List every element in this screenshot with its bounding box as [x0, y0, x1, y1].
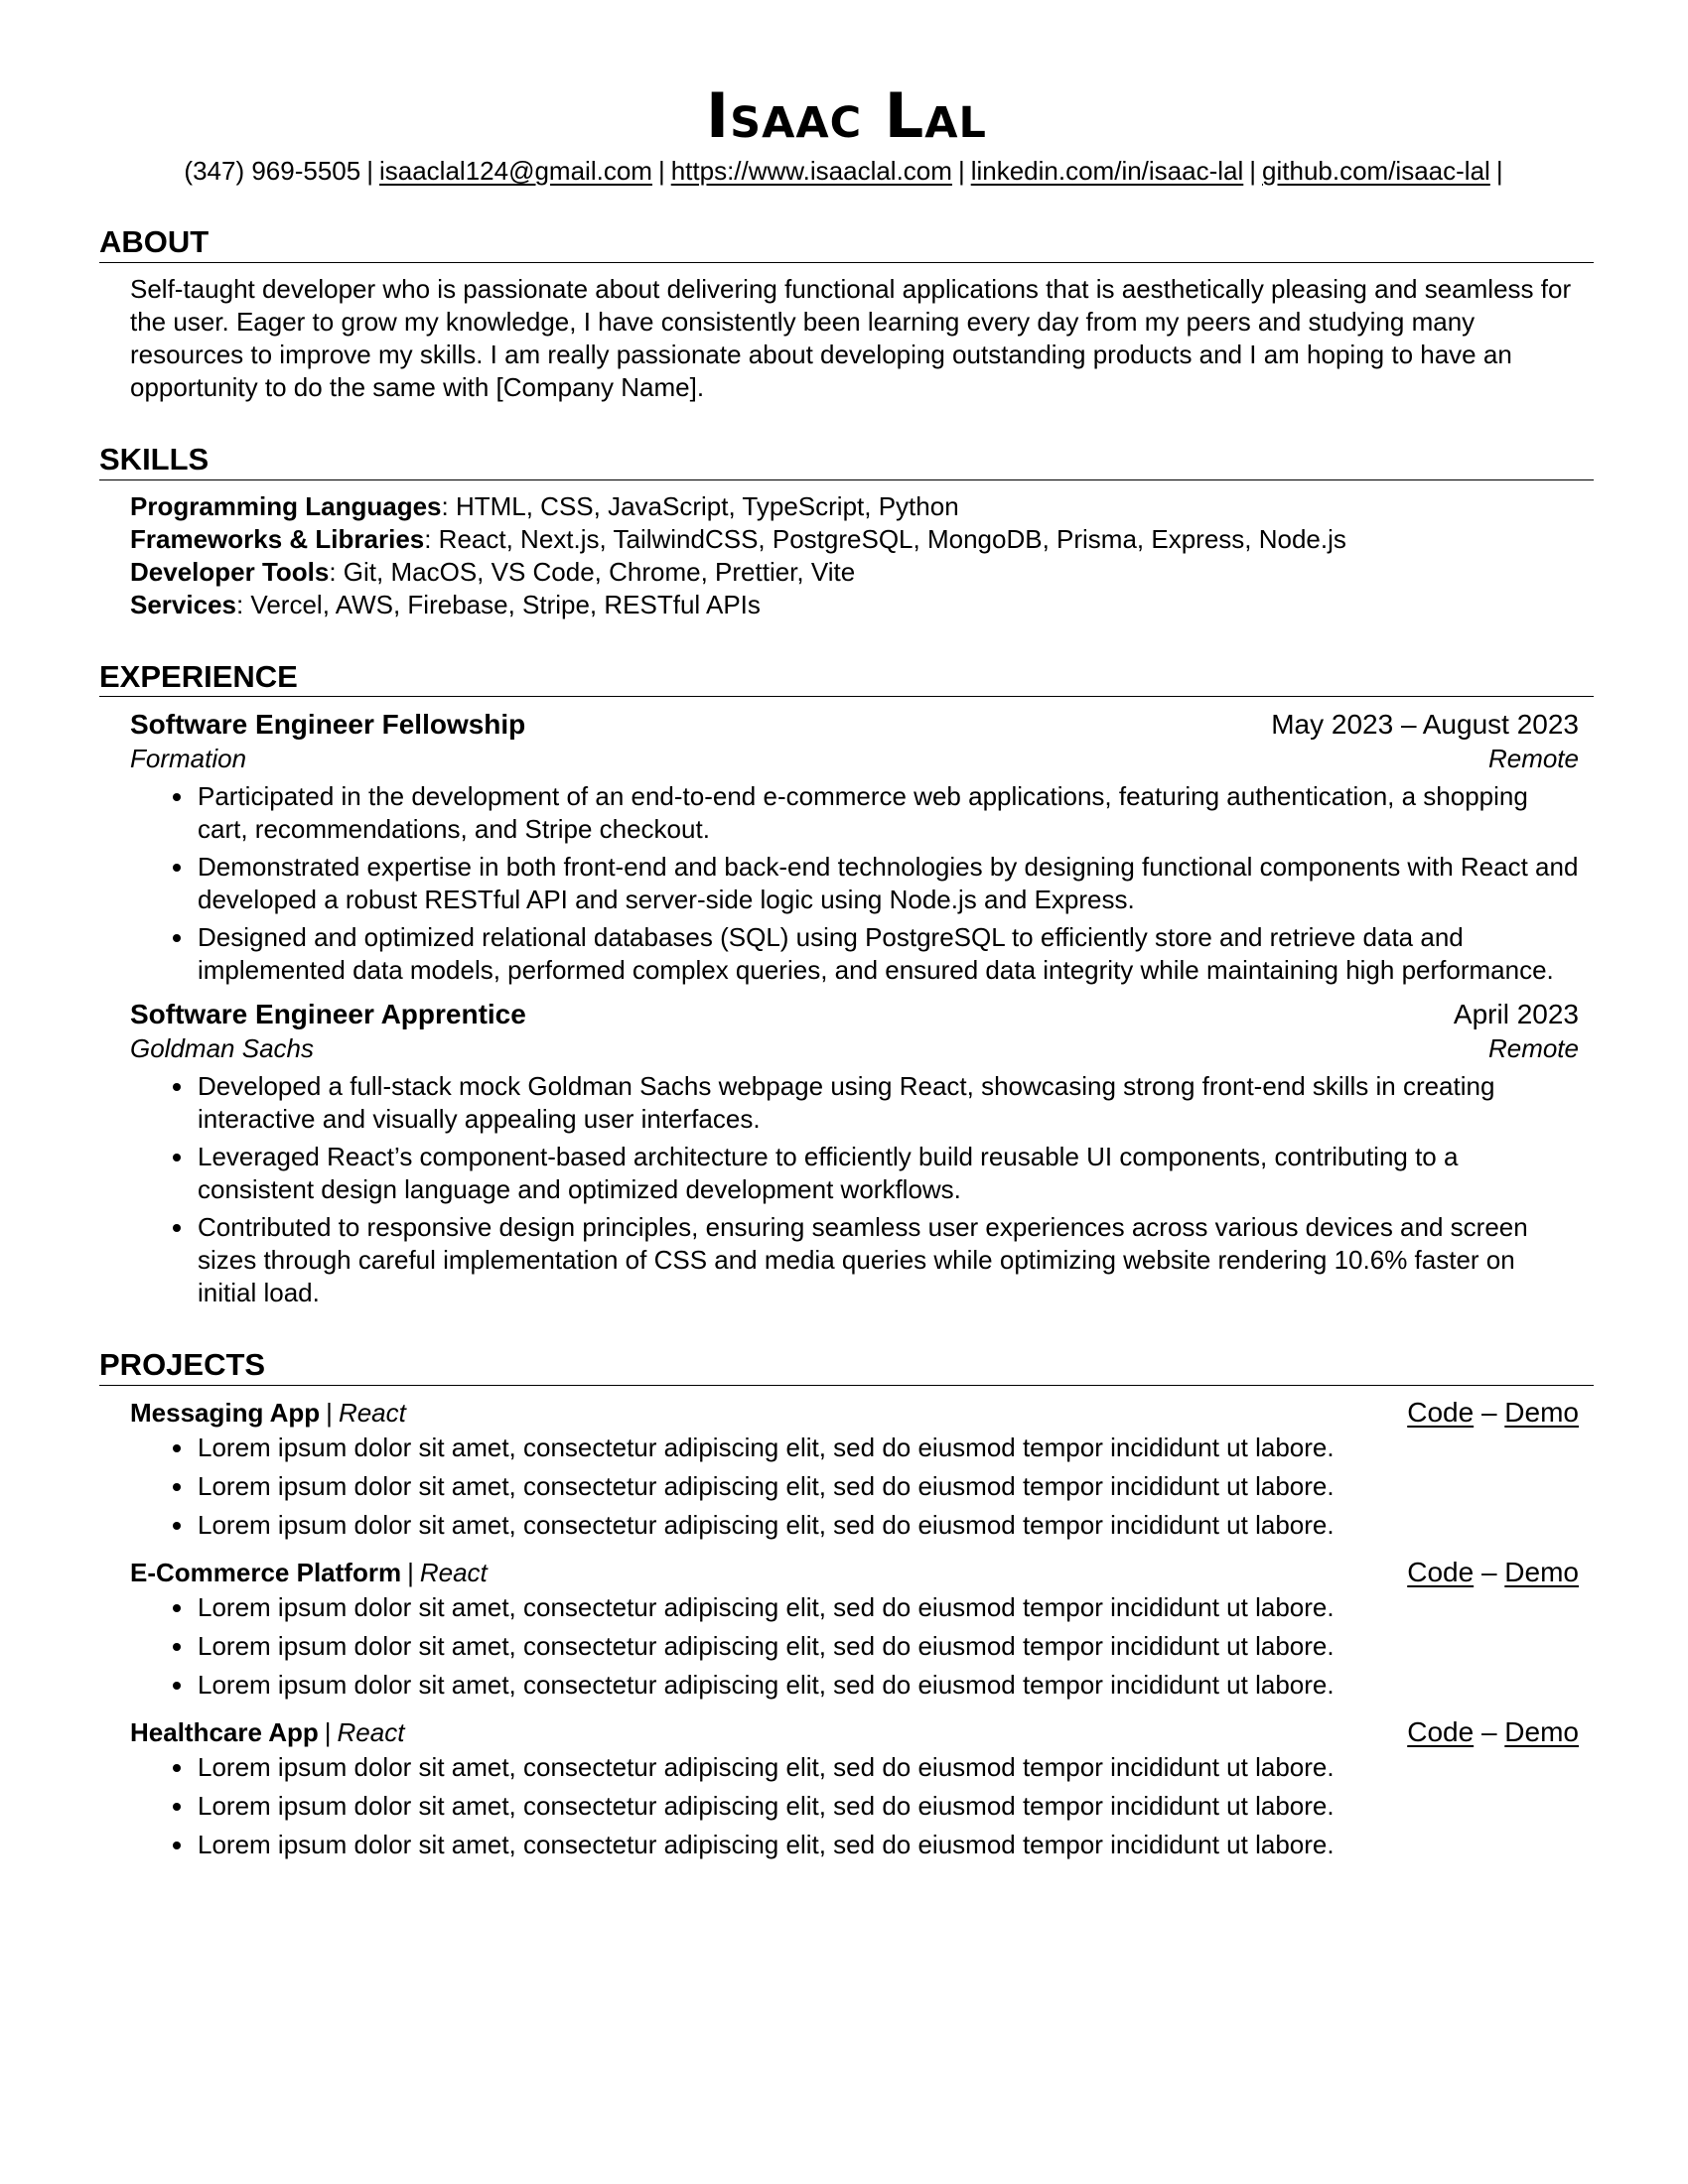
email-link[interactable]: isaaclal124@gmail.com: [378, 156, 652, 187]
list-item: • Contributed to responsive design principles, ensuring seamless user experiences across various devices and screen sizes through careful implementation of CSS and media queries while optimizing website rendering 10.6% faster on initial load.: [196, 1211, 1579, 1309]
list-item: • Lorem ipsum dolor sit amet, consectetur adipiscing elit, sed do eiusmod tempor incididunt ut labore.: [196, 1790, 1579, 1823]
list-item: • Lorem ipsum dolor sit amet, consectetur adipiscing elit, sed do eiusmod tempor incididunt ut labore.: [196, 1470, 1579, 1503]
experience-section: [99, 659, 1594, 1310]
project-entry: [130, 1396, 1579, 1542]
list-item: • Designed and optimized relational databases (SQL) using PostgreSQL to efficiently store and retrieve data and implemented data models, performed complex queries, and ensured data integrity while maintaining high performance.: [196, 921, 1579, 987]
job-title: Software Engineer Apprentice: [130, 999, 526, 1030]
job-title: Software Engineer Fellowship: [130, 709, 526, 741]
list-item: • Lorem ipsum dolor sit amet, consectetur adipiscing elit, sed do eiusmod tempor incididunt ut labore.: [196, 1509, 1579, 1542]
job-location: Remote: [1487, 744, 1579, 774]
project-bullets: [130, 1751, 1579, 1861]
project-separator: |: [407, 1557, 414, 1587]
skill-label: Programming Languages: [130, 490, 442, 521]
list-item: • Developed a full-stack mock Goldman Sachs webpage using React, showcasing strong front-end skills in creating interactive and visually appealing user interfaces.: [196, 1070, 1579, 1136]
phone-number: (347) 969-5505: [184, 156, 361, 187]
demo-link[interactable]: Demo: [1504, 1396, 1579, 1428]
code-link[interactable]: Code: [1407, 1556, 1475, 1587]
project-name: Messaging App: [130, 1397, 321, 1428]
project-separator: |: [324, 1716, 332, 1747]
job-bullets: [130, 1070, 1579, 1309]
skill-value: : React, Next.js, TailwindCSS, PostgreSQL, MongoDB, Prisma, Express, Node.js: [424, 523, 1346, 554]
contact-line: [99, 156, 1594, 187]
project-title-group: [130, 1715, 404, 1749]
project-bullets: [130, 1432, 1579, 1542]
skill-row: [130, 490, 1579, 523]
entry-subheader: [130, 1032, 1579, 1064]
link-separator: –: [1480, 1396, 1497, 1428]
projects-body: [99, 1396, 1594, 1861]
code-link[interactable]: Code: [1407, 1715, 1475, 1747]
experience-entry: [130, 997, 1579, 1309]
skill-label: Developer Tools: [130, 556, 330, 587]
link-separator: –: [1480, 1556, 1497, 1587]
about-heading: ABOUT: [99, 224, 1594, 263]
skill-row: [130, 523, 1579, 556]
list-item: • Participated in the development of an end-to-end e-commerce web applications, featuring authentication, a shopping cart, recommendations, and Stripe checkout.: [196, 780, 1579, 846]
job-organization: Formation: [130, 744, 247, 774]
entry-subheader: [130, 743, 1579, 774]
projects-section: [99, 1347, 1594, 1861]
project-header: [130, 1556, 1579, 1589]
project-name: Healthcare App: [130, 1716, 319, 1747]
project-entry: [130, 1556, 1579, 1702]
project-title-group: [130, 1556, 488, 1589]
project-links: [1407, 1715, 1579, 1749]
skill-value: : HTML, CSS, JavaScript, TypeScript, Python: [441, 490, 959, 521]
skills-body: [99, 490, 1594, 621]
demo-link[interactable]: Demo: [1504, 1556, 1579, 1587]
about-text: Self-taught developer who is passionate about delivering functional applications that is aesthetically pleasing and seamless for the user. Eager to grow my knowledge, I have consistently been learning every day from my peers and studying many resources to improve my skills. I am really passionate about developing outstanding products and I am hoping to have an opportunity to do the same with [Company Name].: [130, 273, 1572, 402]
skill-row: [130, 589, 1579, 621]
code-link[interactable]: Code: [1407, 1396, 1475, 1428]
linkedin-link[interactable]: linkedin.com/in/isaac-lal: [970, 156, 1244, 187]
skill-label: Frameworks & Libraries: [130, 523, 425, 554]
project-title-group: [130, 1396, 406, 1430]
project-links: [1407, 1556, 1579, 1589]
project-name: E-Commerce Platform: [130, 1557, 402, 1587]
experience-body: [99, 707, 1594, 1309]
job-dates: May 2023 – August 2023: [1271, 709, 1579, 741]
skills-section: [99, 442, 1594, 621]
link-separator: –: [1480, 1715, 1497, 1747]
list-item: • Lorem ipsum dolor sit amet, consectetur adipiscing elit, sed do eiusmod tempor incididunt ut labore.: [196, 1669, 1579, 1702]
skill-value: : Vercel, AWS, Firebase, Stripe, RESTful APIs: [235, 589, 761, 619]
contact-separator: |: [957, 156, 965, 187]
contact-separator: |: [366, 156, 373, 187]
list-item: • Lorem ipsum dolor sit amet, consectetur adipiscing elit, sed do eiusmod tempor incididunt ut labore.: [196, 1432, 1579, 1464]
list-item: • Lorem ipsum dolor sit amet, consectetur adipiscing elit, sed do eiusmod tempor incididunt ut labore.: [196, 1591, 1579, 1624]
experience-heading: EXPERIENCE: [99, 659, 1594, 698]
skill-label: Services: [130, 589, 236, 619]
job-location: Remote: [1487, 1033, 1579, 1064]
project-bullets: [130, 1591, 1579, 1702]
list-item: • Demonstrated expertise in both front-end and back-end technologies by designing functional components with React and developed a robust RESTful API and server-side logic using Node.js and Express.: [196, 851, 1579, 916]
contact-separator: |: [657, 156, 665, 187]
list-item: • Lorem ipsum dolor sit amet, consectetur adipiscing elit, sed do eiusmod tempor incididunt ut labore.: [196, 1630, 1579, 1663]
project-links: [1407, 1396, 1579, 1430]
projects-heading: PROJECTS: [99, 1347, 1594, 1386]
job-dates: April 2023: [1453, 999, 1579, 1030]
project-tech: React: [338, 1397, 406, 1428]
project-entry: [130, 1715, 1579, 1861]
github-link[interactable]: github.com/isaac-lal: [1262, 156, 1490, 187]
project-tech: React: [337, 1716, 405, 1747]
job-organization: Goldman Sachs: [130, 1033, 314, 1064]
list-item: • Lorem ipsum dolor sit amet, consectetur adipiscing elit, sed do eiusmod tempor incididunt ut labore.: [196, 1829, 1579, 1861]
contact-separator: |: [1249, 156, 1257, 187]
demo-link[interactable]: Demo: [1504, 1715, 1579, 1747]
contact-separator: |: [1495, 156, 1503, 187]
project-header: [130, 1715, 1579, 1749]
list-item: • Leveraged React’s component-based architecture to efficiently build reusable UI components, contributing to a consistent design language and optimized development workflows.: [196, 1141, 1579, 1206]
resume-page: [99, 79, 1594, 1875]
list-item: • Lorem ipsum dolor sit amet, consectetur adipiscing elit, sed do eiusmod tempor incididunt ut labore.: [196, 1751, 1579, 1784]
experience-entry: [130, 707, 1579, 987]
project-tech: React: [419, 1557, 488, 1587]
skill-row: [130, 556, 1579, 589]
entry-header: [130, 707, 1579, 743]
project-separator: |: [326, 1397, 333, 1428]
candidate-name: Isaac Lal: [706, 79, 987, 152]
skill-value: : Git, MacOS, VS Code, Chrome, Prettier, Vite: [329, 556, 856, 587]
job-bullets: [130, 780, 1579, 987]
skills-heading: SKILLS: [99, 442, 1594, 480]
entry-header: [130, 997, 1579, 1032]
about-section: [99, 224, 1594, 404]
website-link[interactable]: https://www.isaaclal.com: [670, 156, 952, 187]
project-header: [130, 1396, 1579, 1430]
about-body: [99, 273, 1594, 404]
